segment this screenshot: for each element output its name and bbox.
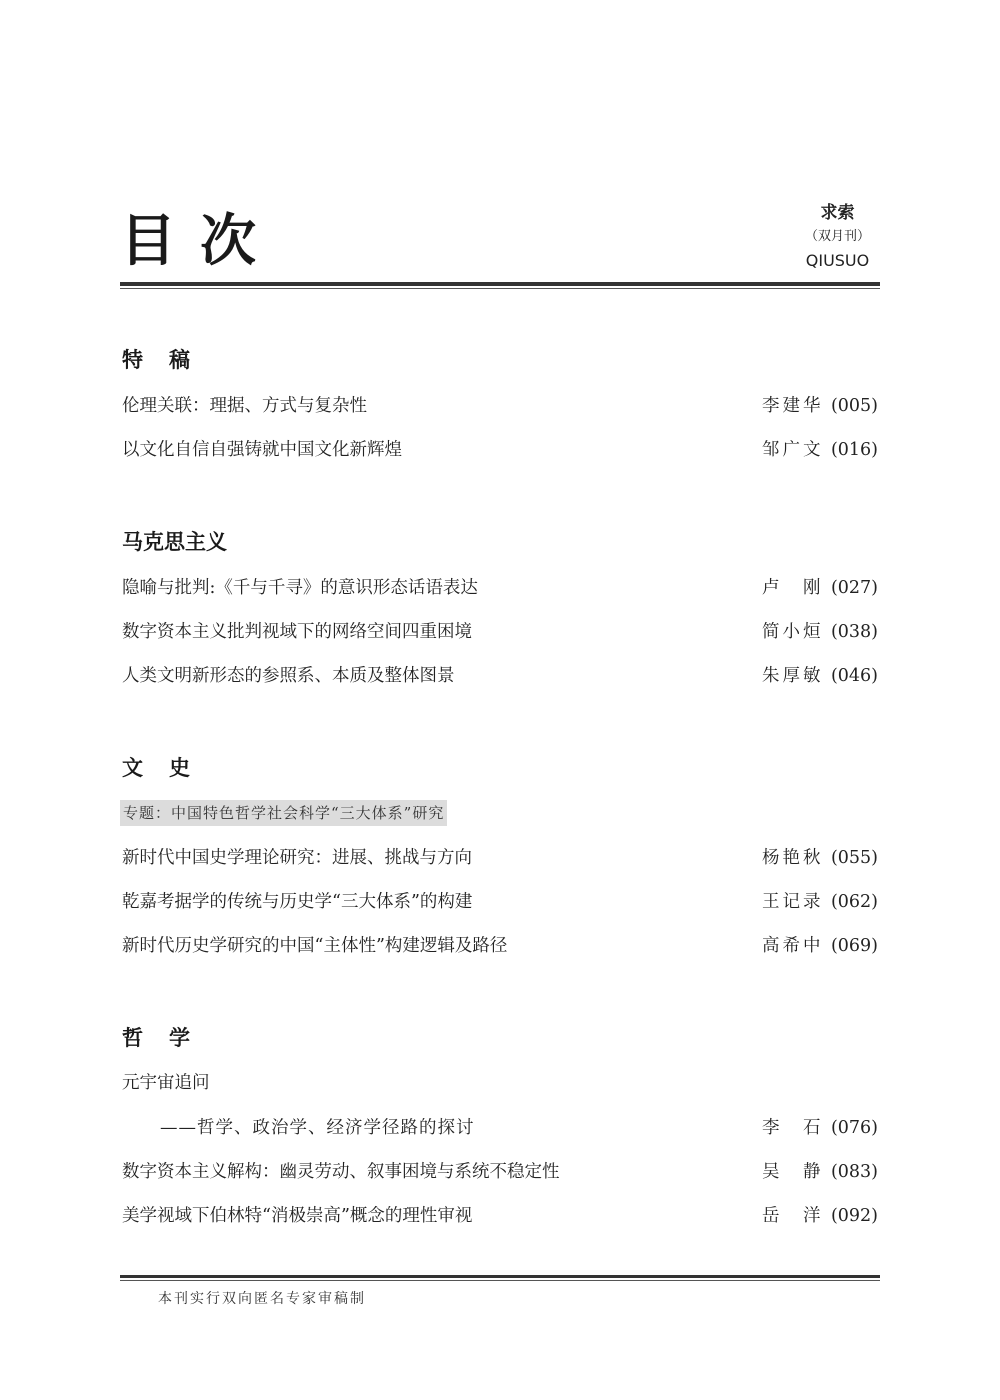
journal-masthead	[805, 202, 870, 272]
entry-title: 元宇宙追问	[122, 1073, 210, 1093]
entry-author: 王记录	[762, 892, 824, 912]
entry-page: (016)	[830, 440, 878, 460]
entry-page: (027)	[830, 578, 878, 598]
entry-title: 数字资本主义解构：幽灵劳动、叙事困境与系统不稳定性	[122, 1162, 560, 1182]
journal-frequency: （双月刊）	[804, 229, 870, 244]
entry-page: (076)	[830, 1118, 878, 1138]
footer-rule-thin	[120, 1280, 880, 1281]
entry-title: 人类文明新形态的参照系、本质及整体图景	[122, 666, 455, 686]
toc-entry-subtitle[interactable]	[122, 1114, 878, 1142]
section-title-philosophy: 哲学	[122, 1026, 216, 1050]
entry-author: 吴 静	[762, 1162, 824, 1182]
entry-page: (046)	[830, 666, 878, 686]
toc-entry[interactable]	[122, 1158, 878, 1186]
toc-entry[interactable]	[122, 1202, 878, 1230]
entry-page: (083)	[830, 1162, 878, 1182]
entry-author: 李 石	[762, 1118, 824, 1138]
entry-title: 乾嘉考据学的传统与历史学“三大体系”的构建	[122, 892, 473, 912]
section-title-marxism: 马克思主义	[122, 530, 227, 554]
footer-note: 本刊实行双向匿名专家审稿制	[158, 1291, 366, 1307]
section-title-tegao: 特稿	[122, 348, 216, 372]
page-title: 目次	[120, 209, 280, 274]
toc-entry[interactable]	[122, 618, 878, 646]
entry-page: (055)	[830, 848, 878, 868]
toc-entry[interactable]	[122, 932, 878, 960]
toc-entry[interactable]	[122, 888, 878, 916]
entry-page: (038)	[830, 622, 878, 642]
entry-author: 卢 刚	[762, 578, 824, 598]
entry-title: 隐喻与批判:《千与千寻》的意识形态话语表达	[122, 578, 478, 598]
section-title-literature-history: 文史	[122, 756, 216, 780]
entry-title: 新时代历史学研究的中国“主体性”构建逻辑及路径	[122, 936, 508, 956]
toc-entry[interactable]	[122, 436, 878, 464]
toc-header	[120, 200, 880, 290]
entry-author: 邹广文	[762, 440, 824, 460]
entry-author: 岳 洋	[762, 1206, 824, 1226]
entry-page: (069)	[830, 936, 878, 956]
journal-name-en: QIUSUO	[805, 251, 870, 270]
entry-title: 美学视域下伯林特“消极崇高”概念的理性审视	[122, 1206, 473, 1226]
entry-page: (005)	[830, 396, 878, 416]
entry-author: 朱厚敏	[762, 666, 824, 686]
entry-title: 新时代中国史学理论研究：进展、挑战与方向	[122, 848, 472, 868]
toc-entry[interactable]	[122, 662, 878, 690]
entry-title: 数字资本主义批判视域下的网络空间四重困境	[122, 622, 472, 642]
entry-page: (062)	[830, 892, 878, 912]
entry-author: 简小烜	[762, 622, 824, 642]
entry-page: (092)	[830, 1206, 878, 1226]
entry-title: 以文化自信自强铸就中国文化新辉煌	[122, 440, 402, 460]
header-rule	[120, 282, 880, 286]
toc-entry[interactable]	[122, 844, 878, 872]
entry-author: 李建华	[762, 396, 824, 416]
toc-entry[interactable]	[122, 574, 878, 602]
topic-banner: 专题：中国特色哲学社会科学“三大体系”研究	[120, 800, 447, 826]
entry-subtitle: ——哲学、政治学、经济学径路的探讨	[160, 1118, 475, 1138]
entry-author: 高希中	[762, 936, 824, 956]
toc-entry[interactable]	[122, 1069, 878, 1097]
toc-entry[interactable]	[122, 392, 878, 420]
header-rule-thin	[120, 288, 880, 289]
entry-title: 伦理关联：理据、方式与复杂性	[122, 396, 367, 416]
entry-author: 杨艳秋	[762, 848, 824, 868]
footer-rule	[120, 1275, 880, 1278]
journal-name: 求索	[820, 203, 855, 223]
